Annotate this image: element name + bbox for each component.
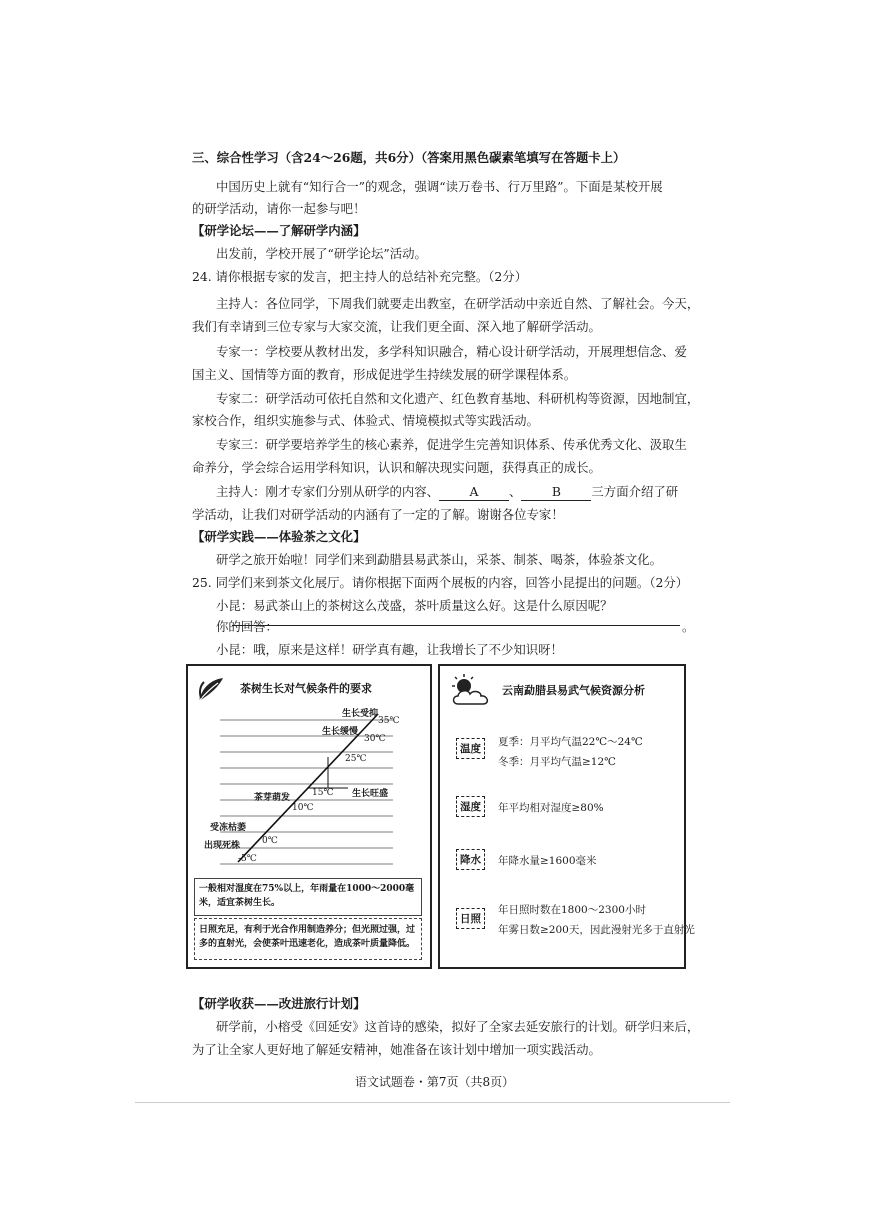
part3-text-b: 为了让全家人更好地了解延安精神，她准备在该计划中增加一项实践活动。 bbox=[192, 1042, 601, 1057]
section-heading: 三、综合性学习（含24～26题，共6分）（答案用黑色碳素笔填写在答题卡上） bbox=[192, 150, 626, 165]
tag-temperature: 温度 bbox=[456, 738, 485, 759]
answer-input-line[interactable] bbox=[232, 624, 680, 626]
temperature-winter: 冬季：月平均气温≥12℃ bbox=[498, 756, 616, 768]
tag-humidity: 湿度 bbox=[456, 796, 485, 817]
part2-heading: 【研学实践——体验茶之文化】 bbox=[192, 529, 366, 544]
sunshine-hours: 年日照时数在1800～2300小时 bbox=[498, 904, 646, 916]
temp-35: 35℃ bbox=[378, 716, 400, 726]
part1-text: 出发前，学校开展了“研学论坛”活动。 bbox=[216, 246, 427, 261]
humidity-rain-note-box bbox=[194, 878, 422, 916]
label-growth-slow: 生长缓慢 bbox=[322, 727, 359, 737]
host-speech-1a: 主持人：各位同学，下周我们就要走出教室，在研学活动中亲近自然、了解社会。今天， bbox=[216, 296, 700, 311]
part2-text: 研学之旅开始啦！同学们来到勐腊县易武茶山，采茶、制茶、喝茶，体验茶文化。 bbox=[216, 552, 663, 567]
temp-0: 0℃ bbox=[262, 836, 278, 846]
tea-requirements-panel bbox=[186, 664, 432, 969]
host-speech-1b: 我们有幸请到三位专家与大家交流，让我们更全面、深入地了解研学活动。 bbox=[192, 319, 601, 334]
sunlight-note: 日照充足，有利于光合作用制造养分；但光照过强，过多的直射光，会使茶叶迅速老化，造成茶叶质量降低。 bbox=[199, 925, 416, 949]
label-growth-inhibited: 生长受抑 bbox=[342, 709, 379, 719]
xiaokun-reply: 小昆：哦，原来是这样！研学真有趣，让我增长了不少知识呀！ bbox=[216, 642, 563, 657]
precipitation-value: 年降水量≥1600毫米 bbox=[498, 855, 597, 867]
part3-heading: 【研学收获——改进旅行计划】 bbox=[192, 996, 366, 1011]
question-25: 25. 同学们来到茶文化展厅。请你根据下面两个展板的内容，回答小昆提出的问题。（2分） bbox=[192, 575, 689, 590]
blank-separator: 、 bbox=[509, 484, 522, 499]
answer-period: 。 bbox=[682, 619, 695, 634]
expert2-speech-b: 家校合作，组织实施参与式、体验式、情境模拟式等实践活动。 bbox=[192, 413, 539, 428]
left-panel-title: 茶树生长对气候条件的要求 bbox=[240, 682, 372, 695]
temp-minus5: -5℃ bbox=[238, 854, 257, 864]
expert1-speech-b: 国主义、国情等方面的教育，形成促进学生持续发展的研学课程体系。 bbox=[192, 367, 577, 382]
question-24: 24. 请你根据专家的发言，把主持人的总结补充完整。（2分） bbox=[192, 269, 528, 284]
climate-analysis-panel bbox=[438, 664, 695, 969]
sun-cloud-icon bbox=[450, 674, 496, 708]
fog-days: 年雾日数≥200天，因此漫射光多于直射光 bbox=[498, 924, 695, 936]
intro-line-1: 中国历史上就有“知行合一”的观念，强调“读万卷书、行万里路”。下面是某校开展 bbox=[216, 179, 663, 194]
page-footer: 语文试题卷・第7页（共8页） bbox=[354, 1075, 515, 1089]
tag-precipitation: 降水 bbox=[456, 849, 485, 870]
temperature-diagram bbox=[188, 702, 428, 902]
host-speech-2b: 学活动，让我们对研学活动的内涵有了一定的了解。谢谢各位专家！ bbox=[192, 507, 564, 522]
part1-heading: 【研学论坛——了解研学内涵】 bbox=[192, 223, 366, 238]
xiaokun-question: 小昆：易武茶山上的茶树这么茂盛，茶叶质量这么好。这是什么原因呢？ bbox=[216, 598, 613, 613]
blank-a[interactable]: A bbox=[439, 484, 509, 501]
expert2-speech-a: 专家二：研学活动可依托自然和文化遗产、红色教育基地、科研机构等资源，因地制宜， bbox=[216, 391, 700, 406]
intro-line-2: 的研学活动，请你一起参与吧！ bbox=[192, 201, 366, 216]
host-speech-2-pre: 主持人：刚才专家们分别从研学的内容、 bbox=[216, 484, 440, 499]
label-death: 出现死株 bbox=[204, 841, 241, 851]
expert1-speech-a: 专家一：学校要从教材出发，多学科知识融合，精心设计研学活动，开展理想信念、爱 bbox=[216, 344, 687, 359]
part3-text-a: 研学前，小榕受《回延安》这首诗的感染，拟好了全家去延安旅行的计划。研学归来后， bbox=[216, 1019, 700, 1034]
label-sprouting: 茶芽萌发 bbox=[254, 793, 291, 803]
bottom-divider bbox=[135, 1102, 730, 1103]
label-frost: 受冻枯萎 bbox=[210, 823, 247, 833]
host-speech-2 bbox=[216, 484, 678, 501]
humidity-value: 年平均相对湿度≥80% bbox=[498, 802, 604, 814]
expert3-speech-a: 专家三：研学要培养学生的核心素养，促进学生完善知识体系、传承优秀文化、汲取生 bbox=[216, 437, 687, 452]
label-growth-vigorous: 生长旺盛 bbox=[352, 789, 389, 799]
humidity-rain-note: 一般相对湿度在75%以上，年雨量在1000～2000毫米，适宜茶树生长。 bbox=[199, 884, 415, 908]
right-panel-title: 云南勐腊县易武气候资源分析 bbox=[502, 684, 645, 697]
answer-label: 你的回答： bbox=[216, 619, 278, 634]
expert3-speech-b: 命养分，学会综合运用学科知识，认识和解决现实问题，获得真正的成长。 bbox=[192, 460, 601, 475]
host-speech-2-post: 三方面介绍了研 bbox=[591, 484, 679, 499]
blank-b[interactable]: B bbox=[521, 484, 591, 501]
temp-30: 30℃ bbox=[364, 734, 386, 744]
temp-25: 25℃ bbox=[345, 754, 367, 764]
temp-15: 15℃ bbox=[312, 788, 334, 798]
temp-10: 10℃ bbox=[292, 803, 314, 813]
tag-sunshine: 日照 bbox=[456, 908, 485, 929]
tea-leaf-icon bbox=[196, 674, 226, 704]
sunlight-note-box bbox=[194, 918, 422, 960]
temperature-summer: 夏季：月平均气温22℃～24℃ bbox=[498, 736, 643, 748]
